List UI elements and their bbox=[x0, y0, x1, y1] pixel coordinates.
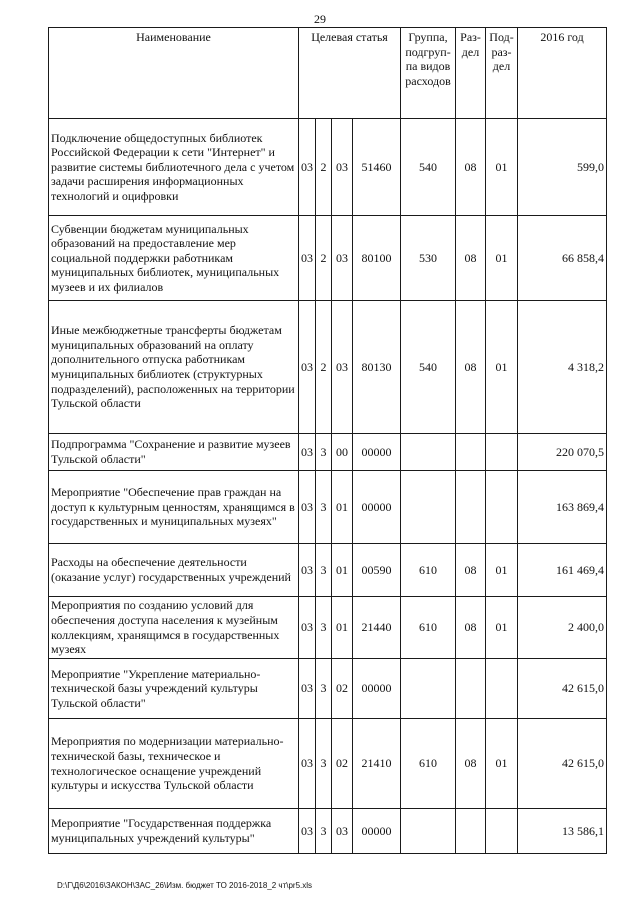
row-name: Мероприятие "Обеспечение прав граждан на доступ к культурным ценностям, хранящимся в государственных и муниципальных музеях" bbox=[49, 471, 299, 544]
target-subprogram: 3 bbox=[316, 471, 332, 544]
target-subprogram: 2 bbox=[316, 216, 332, 301]
amount-2016: 163 869,4 bbox=[518, 471, 607, 544]
target-direction: 00000 bbox=[353, 471, 401, 544]
target-subprogram: 3 bbox=[316, 434, 332, 471]
subsection-code: 01 bbox=[486, 544, 518, 597]
target-activity: 03 bbox=[332, 809, 353, 854]
target-subprogram: 2 bbox=[316, 119, 332, 216]
expense-group: 540 bbox=[401, 119, 456, 216]
amount-2016: 42 615,0 bbox=[518, 659, 607, 719]
table-row bbox=[49, 301, 607, 434]
amount-2016: 66 858,4 bbox=[518, 216, 607, 301]
expense-group: 530 bbox=[401, 216, 456, 301]
target-direction: 00000 bbox=[353, 434, 401, 471]
section-code: 08 bbox=[456, 119, 486, 216]
target-direction: 21410 bbox=[353, 719, 401, 809]
table-row bbox=[49, 471, 607, 544]
table-row bbox=[49, 434, 607, 471]
target-direction: 00000 bbox=[353, 659, 401, 719]
row-name: Подпрограмма "Сохранение и развитие музеев Тульской области" bbox=[49, 434, 299, 471]
target-direction: 80100 bbox=[353, 216, 401, 301]
target-activity: 03 bbox=[332, 119, 353, 216]
expense-group: 610 bbox=[401, 544, 456, 597]
amount-2016: 599,0 bbox=[518, 119, 607, 216]
header-section: Раз- дел bbox=[456, 28, 486, 119]
target-direction: 80130 bbox=[353, 301, 401, 434]
row-name: Подключение общедоступных библиотек Российской Федерации к сети "Интернет" и развитие системы библиотечного дела с учетом задачи расширения информационных технологий и оцифровки bbox=[49, 119, 299, 216]
subsection-code bbox=[486, 471, 518, 544]
file-path-footer: D:\Г\Д6\2016\ЗАКОН\ЗАС_26\Изм. бюджет ТО 2016-2018_2 чт\pr5.xls bbox=[57, 881, 313, 890]
target-subprogram: 2 bbox=[316, 301, 332, 434]
row-name: Мероприятия по модернизации материально-технической базы, техническое и технологическое оснащение учреждений культуры и искусства Тульской области bbox=[49, 719, 299, 809]
target-activity: 02 bbox=[332, 659, 353, 719]
table-row bbox=[49, 216, 607, 301]
target-activity: 00 bbox=[332, 434, 353, 471]
section-code: 08 bbox=[456, 301, 486, 434]
header-expense-group: Группа, подгруп- па видов расходов bbox=[401, 28, 456, 119]
target-activity: 03 bbox=[332, 301, 353, 434]
target-program: 03 bbox=[299, 659, 316, 719]
expense-group: 610 bbox=[401, 597, 456, 659]
page-number: 29 bbox=[314, 12, 326, 26]
expense-group bbox=[401, 659, 456, 719]
section-code: 08 bbox=[456, 719, 486, 809]
target-direction: 00590 bbox=[353, 544, 401, 597]
table-row bbox=[49, 597, 607, 659]
subsection-code: 01 bbox=[486, 301, 518, 434]
section-code bbox=[456, 434, 486, 471]
subsection-code bbox=[486, 434, 518, 471]
amount-2016: 220 070,5 bbox=[518, 434, 607, 471]
row-name: Иные межбюджетные трансферты бюджетам муниципальных образований на оплату дополнительного отпуска работникам муниципальных библиотек (структурных подразделений), расположенных на территории Тульской области bbox=[49, 301, 299, 434]
target-activity: 01 bbox=[332, 544, 353, 597]
target-activity: 01 bbox=[332, 471, 353, 544]
header-target-article: Целевая статья bbox=[299, 28, 401, 119]
target-program: 03 bbox=[299, 597, 316, 659]
subsection-code bbox=[486, 659, 518, 719]
amount-2016: 161 469,4 bbox=[518, 544, 607, 597]
amount-2016: 42 615,0 bbox=[518, 719, 607, 809]
target-subprogram: 3 bbox=[316, 719, 332, 809]
target-activity: 01 bbox=[332, 597, 353, 659]
section-code: 08 bbox=[456, 544, 486, 597]
header-subsection: Под- раз- дел bbox=[486, 28, 518, 119]
target-program: 03 bbox=[299, 301, 316, 434]
table-row bbox=[49, 719, 607, 809]
header-row bbox=[49, 28, 607, 119]
row-name: Расходы на обеспечение деятельности (оказание услуг) государственных учреждений bbox=[49, 544, 299, 597]
expense-group: 610 bbox=[401, 719, 456, 809]
subsection-code: 01 bbox=[486, 719, 518, 809]
subsection-code: 01 bbox=[486, 597, 518, 659]
row-name: Мероприятие "Государственная поддержка муниципальных учреждений культуры" bbox=[49, 809, 299, 854]
target-direction: 51460 bbox=[353, 119, 401, 216]
expense-group: 540 bbox=[401, 301, 456, 434]
amount-2016: 13 586,1 bbox=[518, 809, 607, 854]
row-name: Мероприятия по созданию условий для обеспечения доступа населения к музейным коллекциям, хранящимся в государственных музеях bbox=[49, 597, 299, 659]
expense-group bbox=[401, 809, 456, 854]
table-row bbox=[49, 809, 607, 854]
row-name: Субвенции бюджетам муниципальных образований на предоставление мер социальной поддержки работникам муниципальных библиотек, муниципальных музеев и их филиалов bbox=[49, 216, 299, 301]
target-program: 03 bbox=[299, 719, 316, 809]
target-program: 03 bbox=[299, 544, 316, 597]
expense-group bbox=[401, 471, 456, 544]
amount-2016: 2 400,0 bbox=[518, 597, 607, 659]
target-subprogram: 3 bbox=[316, 659, 332, 719]
target-program: 03 bbox=[299, 434, 316, 471]
subsection-code: 01 bbox=[486, 119, 518, 216]
section-code: 08 bbox=[456, 216, 486, 301]
section-code bbox=[456, 659, 486, 719]
target-direction: 00000 bbox=[353, 809, 401, 854]
row-name: Мероприятие "Укрепление материально-технической базы учреждений культуры Тульской области" bbox=[49, 659, 299, 719]
subsection-code: 01 bbox=[486, 216, 518, 301]
target-program: 03 bbox=[299, 119, 316, 216]
table-row bbox=[49, 544, 607, 597]
expense-group bbox=[401, 434, 456, 471]
target-direction: 21440 bbox=[353, 597, 401, 659]
section-code: 08 bbox=[456, 597, 486, 659]
target-subprogram: 3 bbox=[316, 544, 332, 597]
header-name: Наименование bbox=[49, 28, 299, 119]
target-program: 03 bbox=[299, 471, 316, 544]
section-code bbox=[456, 471, 486, 544]
target-program: 03 bbox=[299, 809, 316, 854]
target-subprogram: 3 bbox=[316, 809, 332, 854]
subsection-code bbox=[486, 809, 518, 854]
target-subprogram: 3 bbox=[316, 597, 332, 659]
target-activity: 02 bbox=[332, 719, 353, 809]
table-row bbox=[49, 659, 607, 719]
target-program: 03 bbox=[299, 216, 316, 301]
amount-2016: 4 318,2 bbox=[518, 301, 607, 434]
target-activity: 03 bbox=[332, 216, 353, 301]
header-year: 2016 год bbox=[518, 28, 607, 119]
section-code bbox=[456, 809, 486, 854]
budget-table bbox=[48, 27, 607, 854]
table-row bbox=[49, 119, 607, 216]
